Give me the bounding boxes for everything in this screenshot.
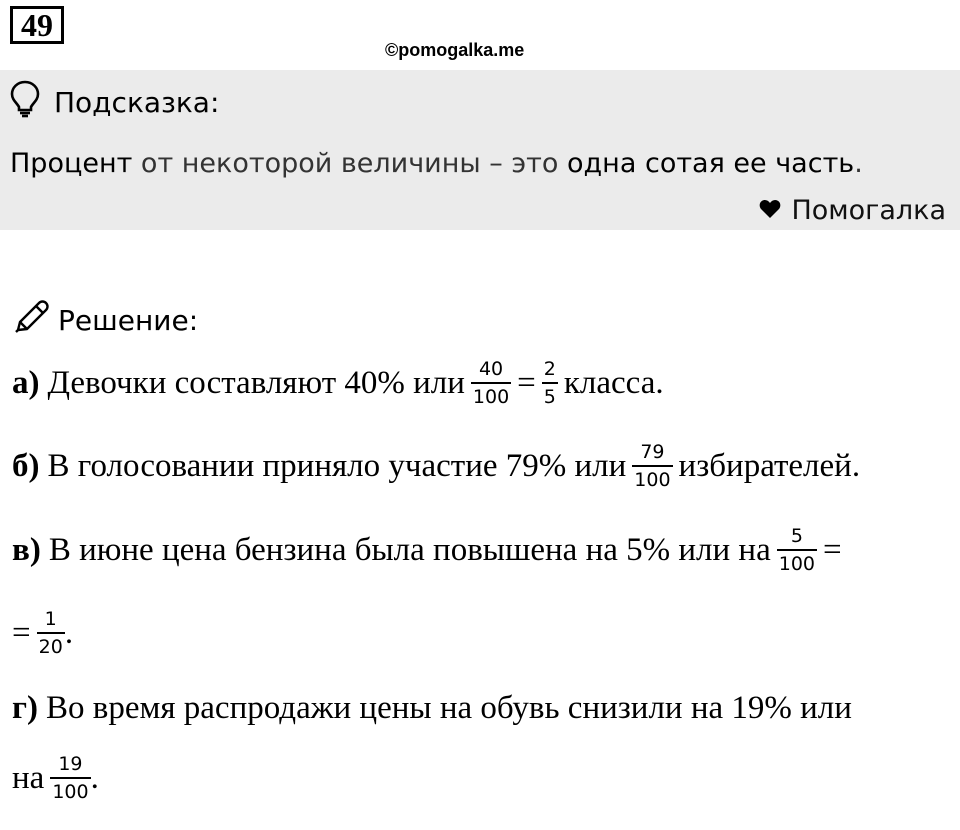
solution-line-v xyxy=(12,527,842,574)
solution-line-a xyxy=(12,360,664,407)
heart-icon xyxy=(759,195,791,226)
text-g: Во время распродажи цены на обувь снизили на 19% или xyxy=(45,690,852,726)
tail-v: . xyxy=(64,615,74,651)
solution-line-g xyxy=(12,690,852,727)
solution-line-g-cont xyxy=(12,755,99,802)
hint-brand xyxy=(759,191,946,229)
solution-title-text: Решение: xyxy=(58,303,199,337)
frac-num: 5 xyxy=(790,525,803,547)
equals-v: = xyxy=(823,532,842,568)
solution-title xyxy=(12,298,198,342)
solution-line-b xyxy=(12,443,860,490)
text-v: В июне цена бензина была повышена на 5% или на xyxy=(48,532,771,568)
hint-title-text: Подсказка: xyxy=(54,85,220,119)
hint-bold-definition: одна сотая ее часть xyxy=(567,148,855,179)
fraction-19-100 xyxy=(50,755,90,802)
tail-a: класса. xyxy=(563,365,664,401)
frac-num: 1 xyxy=(44,608,57,630)
frac-den: 100 xyxy=(472,386,510,408)
label-a: а) xyxy=(12,365,40,401)
lightbulb-icon xyxy=(10,80,54,125)
frac-den: 100 xyxy=(778,553,815,575)
brand-text: Помогалка xyxy=(791,194,946,226)
task-number: 49 xyxy=(10,6,64,44)
frac-den: 100 xyxy=(52,781,89,803)
text-a: Девочки составляют 40% или xyxy=(47,365,465,401)
hint-plain-1: от некоторой величины – это xyxy=(132,148,567,179)
watermark: ©pomogalka.me xyxy=(385,40,525,60)
frac-num: 79 xyxy=(640,441,665,463)
solution-line-v-cont xyxy=(12,610,73,657)
hint-title xyxy=(10,82,219,122)
tail-b: избирателей. xyxy=(678,448,861,484)
tail-g: . xyxy=(90,760,99,796)
fraction-40-100 xyxy=(471,360,511,407)
frac-den: 5 xyxy=(543,386,556,408)
equals-v-2: = xyxy=(12,615,31,651)
text-b: В голосовании приняло участие 79% или xyxy=(47,448,627,484)
hint-plain-2: . xyxy=(854,148,863,179)
fraction-79-100 xyxy=(632,443,672,490)
frac-num: 2 xyxy=(543,358,556,380)
label-v: в) xyxy=(12,532,41,568)
frac-num: 40 xyxy=(478,358,504,380)
fraction-1-20 xyxy=(37,610,65,657)
pencil-icon xyxy=(12,298,58,343)
frac-num: 19 xyxy=(58,753,83,775)
hint-box xyxy=(0,70,960,230)
pre-g: на xyxy=(12,760,45,796)
frac-den: 100 xyxy=(634,469,671,491)
label-g: г) xyxy=(12,690,38,726)
hint-bold-percent: Процент xyxy=(10,148,133,179)
fraction-2-5 xyxy=(542,360,558,407)
equals-a: = xyxy=(517,365,536,401)
label-b: б) xyxy=(12,448,40,484)
fraction-5-100 xyxy=(777,527,817,574)
frac-den: 20 xyxy=(38,636,63,658)
hint-text xyxy=(10,148,863,179)
